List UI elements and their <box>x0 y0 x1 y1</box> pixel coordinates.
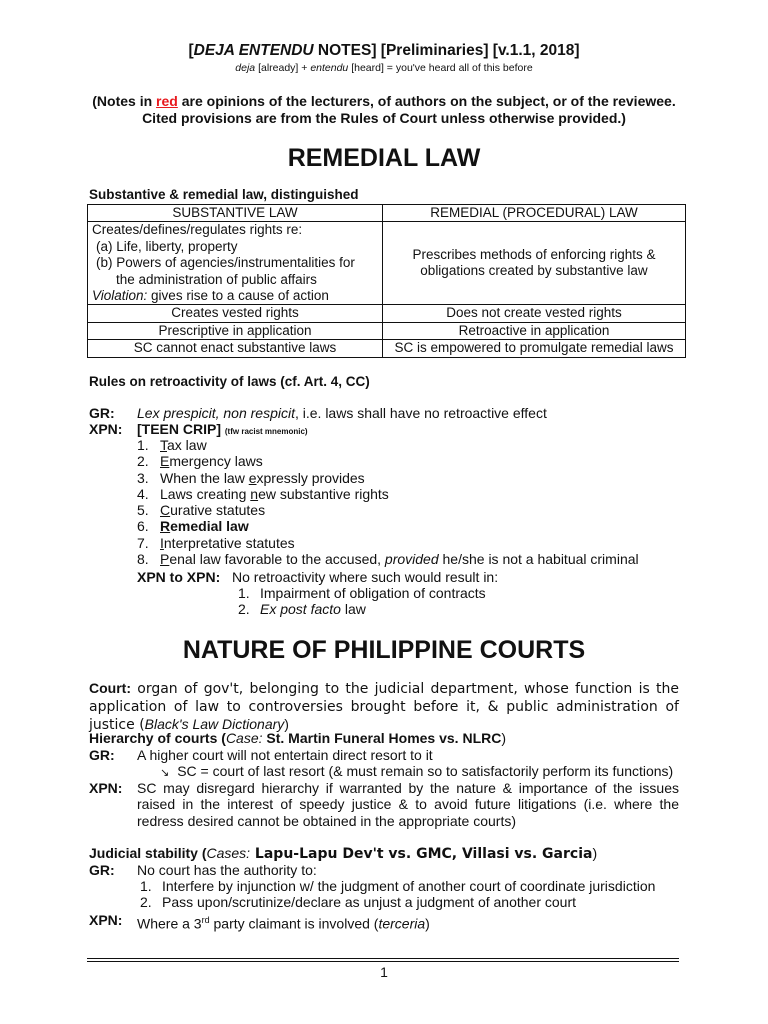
sub-point-arrow-icon: ↘ <box>160 767 170 779</box>
xpn-label: XPN: <box>89 421 123 437</box>
xpn-title: [TEEN CRIP] (tfw racist mnemonic) <box>137 421 308 437</box>
table-header-row <box>88 205 686 222</box>
gr-text: Lex prespicit, non respicit, i.e. laws shall have no retroactive effect <box>137 405 547 421</box>
xpn-to-xpn-text: No retroactivity where such would result in: <box>232 569 499 585</box>
notes-red-word: red <box>156 93 178 109</box>
list-item-highlight: 6. Remedial law <box>137 518 249 534</box>
list-item: 1. Tax law <box>137 437 207 453</box>
list-item: 3. When the law expressly provides <box>137 470 365 486</box>
stability-xpn-text: Where a 3rd party claimant is involved (terceria) <box>137 915 430 932</box>
doc-header-title: [DEJA ENTENDU NOTES] [Preliminaries] [v.1.1, 2018] <box>188 42 580 59</box>
list-item: 2. Emergency laws <box>137 453 263 469</box>
table-row: Creates vested rights Does not create vested rights <box>88 305 686 322</box>
list-item: 1. Impairment of obligation of contracts <box>238 585 486 601</box>
footer-rule <box>87 961 679 962</box>
hierarchy-xpn-text: SC may disregard hierarchy if warranted by the nature & importance of the issues raised in the interest of speedy justice & to avoid future litigations (i.e. where the redress desired cannot be obtained in the appropriate courts) <box>137 780 679 829</box>
notes-line-1: (Notes in red are opinions of the lecturers, of authors on the subject, or of the reviewee. <box>92 93 676 109</box>
list-item: 2. Pass upon/scrutinize/declare as unjust a judgment of another court <box>140 894 577 910</box>
stability-gr-label: GR: <box>89 862 115 878</box>
list-item: 7. Interpretative statutes <box>137 535 295 551</box>
hierarchy-gr-label: GR: <box>89 747 115 763</box>
stability-gr-text: No court has the authority to: <box>137 862 317 878</box>
footer-rule <box>87 958 679 959</box>
table-row: Prescriptive in application Retroactive in application <box>88 322 686 339</box>
table-cell-substantive: Creates/defines/regulates rights re: (a) Life, liberty, property (b) Powers of agencies/instrumentalities for the administration of public affairs Violation: gives rise to a cause of action <box>88 222 383 305</box>
gr-label: GR: <box>89 405 115 421</box>
comparison-table <box>87 204 686 358</box>
column-header-substantive: SUBSTANTIVE LAW <box>88 205 383 222</box>
table-caption: Substantive & remedial law, distinguished <box>89 187 359 202</box>
page-number: 1 <box>380 964 388 980</box>
doc-header-gloss: deja [already] + entendu [heard] = you've heard all of this before <box>235 62 533 74</box>
notes-line-2: Cited provisions are from the Rules of Court unless otherwise provided.) <box>142 110 626 126</box>
hierarchy-sub-point: ↘ SC = court of last resort (& must remain so to satisfactorily perform its functions) <box>160 763 674 779</box>
section-title-remedial-law: REMEDIAL LAW <box>287 144 481 172</box>
hierarchy-gr-text: A higher court will not entertain direct resort to it <box>137 747 433 763</box>
hierarchy-heading: Hierarchy of courts (Case: St. Martin Funeral Homes vs. NLRC) <box>89 730 507 746</box>
court-definition: Court: organ of gov't, belonging to the judicial department, whose function is the application of law to controversies brought before it, & public administration of justice (Black's Law Dictionary) <box>89 680 679 733</box>
list-item: 2. Ex post facto law <box>238 601 366 617</box>
list-item: 1. Interfere by injunction w/ the judgment of another court of coordinate jurisdiction <box>140 878 656 894</box>
list-item: 5. Curative statutes <box>137 502 266 518</box>
table-row: SC cannot enact substantive laws SC is empowered to promulgate remedial laws <box>88 340 686 357</box>
stability-xpn-label: XPN: <box>89 912 123 928</box>
hierarchy-xpn-label: XPN: <box>89 780 123 796</box>
list-item: 4. Laws creating new substantive rights <box>137 486 389 502</box>
list-item: 8. Penal law favorable to the accused, provided he/she is not a habitual criminal <box>137 551 639 567</box>
section-title-courts: NATURE OF PHILIPPINE COURTS <box>182 636 586 664</box>
xpn-to-xpn-label: XPN to XPN: <box>137 569 221 585</box>
table-row <box>88 222 686 305</box>
retroactivity-heading: Rules on retroactivity of laws (cf. Art. 4, CC) <box>89 374 370 389</box>
stability-heading: Judicial stability (Cases: Lapu-Lapu Dev't vs. GMC, Villasi vs. Garcia) <box>89 845 598 862</box>
table-cell-remedial: Prescribes methods of enforcing rights & obligations created by substantive law <box>383 222 686 305</box>
column-header-remedial: REMEDIAL (PROCEDURAL) LAW <box>383 205 686 222</box>
